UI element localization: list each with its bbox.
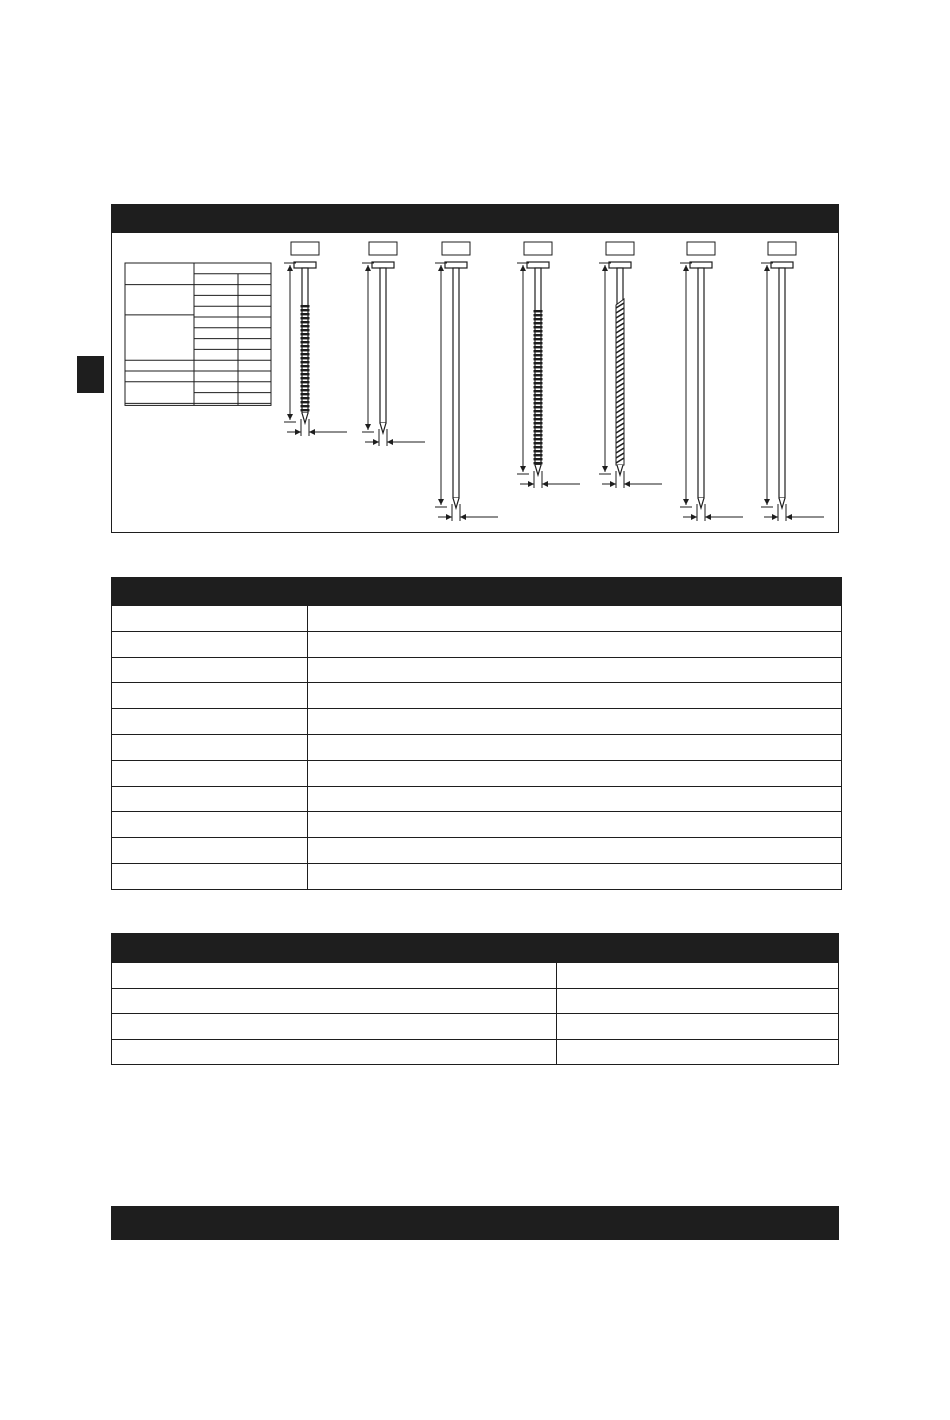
- nail-ring: [301, 329, 310, 331]
- section-tab-marker: [77, 356, 104, 393]
- nail-ring: [534, 450, 543, 452]
- nail-diagram: [112, 205, 840, 534]
- nail-ring: [301, 357, 310, 359]
- nail-ring: [534, 354, 543, 356]
- spec-row: [112, 734, 842, 760]
- spec-cell: [112, 760, 308, 786]
- nail-illustrations: [284, 242, 824, 521]
- length-arrowhead: [287, 414, 293, 420]
- length-arrowhead: [438, 265, 444, 271]
- nail-head: [690, 262, 712, 268]
- spec-cell: [308, 838, 842, 864]
- nail-ring: [301, 393, 310, 395]
- nail-tip: [617, 465, 623, 475]
- nail-tip: [535, 465, 541, 475]
- nail-ring: [534, 458, 543, 460]
- diameter-arrowhead: [460, 514, 466, 520]
- nail-screw-shank: [599, 242, 662, 488]
- nail-ring: [301, 381, 310, 383]
- length-arrowhead: [764, 265, 770, 271]
- spec-row: [112, 863, 842, 889]
- nail-ring: [301, 401, 310, 403]
- accessory-cell: [557, 1014, 839, 1040]
- spec-row: [112, 786, 842, 812]
- nail-smooth-2: [680, 242, 743, 521]
- spec-row: [112, 683, 842, 709]
- nail-ring: [534, 402, 543, 404]
- accessory-row: [112, 1039, 839, 1065]
- nail-ring: [301, 365, 310, 367]
- nail-tip: [779, 498, 785, 508]
- nail-ring: [301, 325, 310, 327]
- accessory-header-value: [557, 934, 839, 963]
- spec-cell: [112, 606, 308, 632]
- nail-ring: [534, 406, 543, 408]
- spec-cell: [112, 812, 308, 838]
- length-arrowhead: [602, 265, 608, 271]
- accessory-cell: [557, 963, 839, 989]
- nail-ring: [301, 397, 310, 399]
- diameter-arrowhead: [446, 514, 452, 520]
- nail-ring: [301, 345, 310, 347]
- nail-label-box: [369, 242, 397, 255]
- length-arrowhead: [287, 265, 293, 271]
- length-arrowhead: [365, 265, 371, 271]
- nail-ring-shank-1: [284, 242, 347, 436]
- nail-size-table: [125, 263, 271, 405]
- nail-ring: [534, 446, 543, 448]
- nail-ring: [534, 442, 543, 444]
- nail-ring: [534, 346, 543, 348]
- nail-ring: [301, 409, 310, 411]
- spec-cell: [308, 657, 842, 683]
- nail-ring: [534, 310, 543, 312]
- spec-cell: [308, 683, 842, 709]
- accessory-row: [112, 963, 839, 989]
- diameter-arrowhead: [528, 481, 534, 487]
- nail-smooth-1: [362, 242, 425, 446]
- spec-cell: [112, 683, 308, 709]
- spec-row: [112, 657, 842, 683]
- nail-ring: [534, 454, 543, 456]
- nail-ring: [534, 362, 543, 364]
- nail-ring: [534, 378, 543, 380]
- nail-ring: [301, 333, 310, 335]
- accessory-cell: [557, 988, 839, 1014]
- nail-ring: [534, 386, 543, 388]
- nail-shank: [779, 268, 785, 498]
- nail-ring: [301, 405, 310, 407]
- nail-ring: [301, 341, 310, 343]
- diameter-arrowhead: [373, 439, 379, 445]
- nail-head: [445, 262, 467, 268]
- nail-ring: [534, 366, 543, 368]
- nail-ring: [301, 377, 310, 379]
- nail-ring: [534, 430, 543, 432]
- nail-ring: [534, 410, 543, 412]
- diameter-arrowhead: [610, 481, 616, 487]
- nail-ring: [534, 358, 543, 360]
- section-header-bar: [111, 1206, 839, 1240]
- diameter-arrowhead: [772, 514, 778, 520]
- diameter-arrowhead: [295, 429, 301, 435]
- spec-cell: [112, 631, 308, 657]
- accessory-cell: [112, 988, 557, 1014]
- spec-cell: [112, 734, 308, 760]
- nail-shank: [380, 268, 386, 423]
- nail-tip: [698, 498, 704, 508]
- nail-label-box: [687, 242, 715, 255]
- spec-row: [112, 606, 842, 632]
- length-arrowhead: [764, 499, 770, 505]
- nail-ring: [301, 385, 310, 387]
- nail-ring: [534, 382, 543, 384]
- spec-row: [112, 631, 842, 657]
- nail-ring: [301, 369, 310, 371]
- nail-shank: [698, 268, 704, 498]
- length-arrowhead: [683, 265, 689, 271]
- nail-ring: [534, 322, 543, 324]
- nail-ring: [534, 350, 543, 352]
- nail-label-box: [768, 242, 796, 255]
- diameter-arrowhead: [691, 514, 697, 520]
- spec-row: [112, 760, 842, 786]
- length-arrowhead: [683, 499, 689, 505]
- diameter-arrowhead: [542, 481, 548, 487]
- diameter-arrowhead: [705, 514, 711, 520]
- spec-row: [112, 812, 842, 838]
- nail-ring: [534, 418, 543, 420]
- accessory-row: [112, 1014, 839, 1040]
- nail-types-panel: [111, 204, 839, 533]
- nail-ring: [534, 314, 543, 316]
- nail-ring: [301, 389, 310, 391]
- accessory-header-item: [112, 934, 557, 963]
- nail-ring: [534, 334, 543, 336]
- diameter-arrowhead: [387, 439, 393, 445]
- nail-ring: [301, 313, 310, 315]
- spec-cell: [112, 786, 308, 812]
- nail-shank: [453, 268, 459, 498]
- spec-cell: [308, 734, 842, 760]
- nail-label-box: [524, 242, 552, 255]
- spec-cell: [112, 657, 308, 683]
- diameter-arrowhead: [786, 514, 792, 520]
- nail-ring: [534, 330, 543, 332]
- nail-ring: [534, 374, 543, 376]
- spec-header-value: [308, 578, 842, 606]
- spec-cell: [308, 760, 842, 786]
- accessory-table: [111, 933, 839, 1065]
- nail-ring: [301, 309, 310, 311]
- spec-cell: [112, 863, 308, 889]
- nail-ring: [301, 337, 310, 339]
- nail-ring: [301, 353, 310, 355]
- nail-ring: [534, 426, 543, 428]
- spec-cell: [112, 709, 308, 735]
- nail-ring: [301, 305, 310, 307]
- accessory-cell: [112, 963, 557, 989]
- nail-ring: [534, 394, 543, 396]
- nail-ring: [301, 349, 310, 351]
- spec-cell: [308, 812, 842, 838]
- length-arrowhead: [602, 466, 608, 472]
- spec-cell: [308, 863, 842, 889]
- nail-ring: [534, 338, 543, 340]
- length-arrowhead: [365, 424, 371, 430]
- nail-ring-shank-2: [517, 242, 580, 488]
- nail-tip: [302, 413, 308, 423]
- spec-cell: [308, 606, 842, 632]
- nail-head: [609, 262, 631, 268]
- nail-head: [294, 262, 316, 268]
- nail-head: [372, 262, 394, 268]
- spec-cell: [308, 631, 842, 657]
- nail-label-box: [442, 242, 470, 255]
- nail-tip: [380, 423, 386, 433]
- spec-cell: [112, 838, 308, 864]
- nail-ring: [534, 318, 543, 320]
- nail-ring: [301, 373, 310, 375]
- nail-head: [771, 262, 793, 268]
- accessory-cell: [557, 1039, 839, 1065]
- nail-ring: [534, 390, 543, 392]
- nail-ring: [534, 398, 543, 400]
- accessory-row: [112, 988, 839, 1014]
- length-arrowhead: [520, 265, 526, 271]
- diameter-arrowhead: [309, 429, 315, 435]
- nail-ring: [534, 414, 543, 416]
- nail-tip: [453, 498, 459, 508]
- nail-ring: [301, 317, 310, 319]
- spec-cell: [308, 786, 842, 812]
- nail-ring: [534, 462, 543, 464]
- spec-row: [112, 838, 842, 864]
- nail-ring: [534, 434, 543, 436]
- nail-ring: [534, 370, 543, 372]
- accessory-cell: [112, 1039, 557, 1065]
- nail-ring: [534, 422, 543, 424]
- spec-header-parameter: [112, 578, 308, 606]
- nail-head: [527, 262, 549, 268]
- nail-ring: [534, 342, 543, 344]
- nail-ring: [301, 361, 310, 363]
- nail-label-box: [291, 242, 319, 255]
- length-arrowhead: [438, 499, 444, 505]
- nail-ring: [301, 321, 310, 323]
- specifications-table: [111, 577, 842, 890]
- spec-row: [112, 709, 842, 735]
- diameter-arrowhead: [624, 481, 630, 487]
- accessory-cell: [112, 1014, 557, 1040]
- nail-ring: [534, 326, 543, 328]
- length-arrowhead: [520, 466, 526, 472]
- nail-ring: [534, 438, 543, 440]
- nail-label-box: [606, 242, 634, 255]
- nail-smooth-3: [761, 242, 824, 521]
- nail-smooth-long: [435, 242, 498, 521]
- spec-cell: [308, 709, 842, 735]
